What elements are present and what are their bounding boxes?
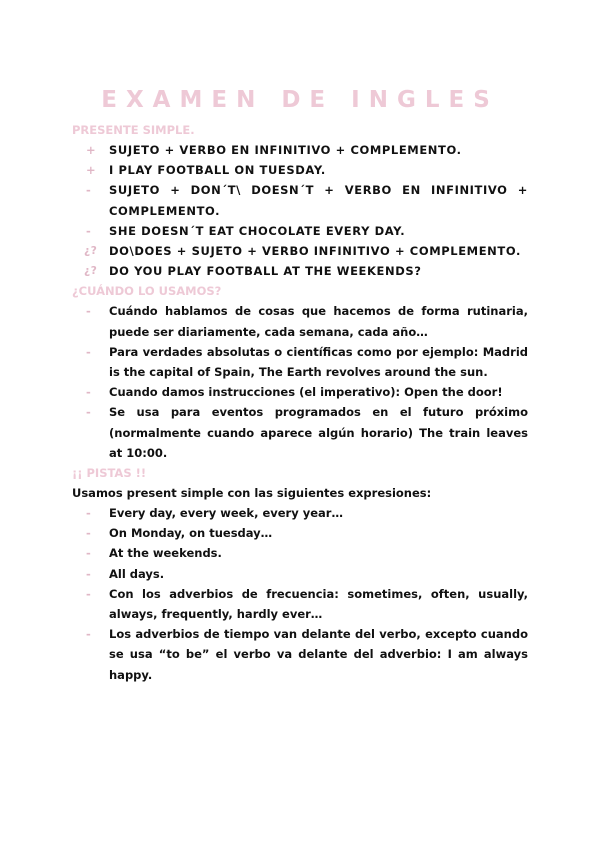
list-item <box>72 624 528 685</box>
list-item-text: Con los adverbios de frecuencia: sometimes, often, usually, always, frequently, hardly ever… <box>109 586 528 622</box>
plus-marker: + <box>86 163 97 178</box>
list-item-text: DO\DOES + SUJETO + VERBO INFINITIVO + COMPLEMENTO. <box>109 244 521 259</box>
minus-marker: - <box>86 183 92 198</box>
section-heading-pistas: ¡¡ PISTAS !! <box>72 466 147 481</box>
list-item <box>72 301 528 341</box>
minus-marker: - <box>86 526 91 541</box>
minus-marker: - <box>86 304 91 319</box>
list-item <box>72 180 528 220</box>
list-item-text: Se usa para eventos programados en el futuro próximo (normalmente cuando aparece algún horario) The train leaves at 10:00. <box>109 405 528 460</box>
list-item-text: On Monday, on tuesday… <box>109 526 273 541</box>
list-item <box>72 382 528 402</box>
list-item <box>72 342 528 382</box>
minus-marker: - <box>86 627 91 642</box>
list-item <box>72 402 528 463</box>
minus-marker: - <box>86 405 91 420</box>
list-item <box>72 221 528 241</box>
list-item <box>72 523 528 543</box>
list-item <box>72 503 528 523</box>
minus-marker: - <box>86 586 91 601</box>
document-title: EXAMEN DE INGLES <box>101 87 499 113</box>
list-item-text: Every day, every week, every year… <box>109 506 343 521</box>
minus-marker: - <box>86 566 91 581</box>
list-item <box>72 584 528 624</box>
question-marker: ¿? <box>84 265 98 278</box>
list-item-text: SUJETO + VERBO EN INFINITIVO + COMPLEMENTO. <box>109 143 462 157</box>
list-item-text: At the weekends. <box>109 546 222 561</box>
list-item <box>72 140 528 160</box>
list-item-text: Los adverbios de tiempo van delante del verbo, excepto cuando se usa “to be” el verbo va delante del adverbio: I am always happy. <box>109 627 528 682</box>
list-item <box>72 543 528 563</box>
list-item-text: I PLAY FOOTBALL ON TUESDAY. <box>109 163 326 178</box>
list-item <box>72 160 528 180</box>
list-item-text: Cuándo hablamos de cosas que hacemos de forma rutinaria, puede ser diariamente, cada semana, cada año… <box>109 304 528 339</box>
section-heading-presente-simple: PRESENTE SIMPLE. <box>72 123 195 137</box>
plus-marker: + <box>86 143 97 157</box>
list-item-text: SHE DOESN´T EAT CHOCOLATE EVERY DAY. <box>109 223 406 238</box>
list-item-text: SUJETO + DON´T\ DOESN´T + VERBO EN INFINITIVO + COMPLEMENTO. <box>109 183 528 218</box>
list-item-text: DO YOU PLAY FOOTBALL AT THE WEEKENDS? <box>109 264 422 279</box>
list-item-text: All days. <box>109 566 165 581</box>
list-item <box>72 261 528 281</box>
minus-marker: - <box>86 546 91 561</box>
minus-marker: - <box>86 385 91 400</box>
list-item <box>72 241 528 261</box>
question-marker: ¿? <box>84 245 98 258</box>
list-item-text: Cuando damos instrucciones (el imperativo): Open the door! <box>109 385 503 400</box>
list-item-text: Para verdades absolutas o científicas como por ejemplo: Madrid is the capital of Spain, The Earth revolves around the sun. <box>109 344 528 380</box>
structure-list <box>72 140 528 281</box>
minus-marker: - <box>86 344 91 359</box>
minus-marker: - <box>86 506 91 521</box>
section-heading-cuando-lo-usamos: ¿CUÁNDO LO USAMOS? <box>72 284 222 299</box>
expressions-list <box>72 503 528 685</box>
list-item <box>72 564 528 584</box>
usage-list <box>72 301 528 463</box>
minus-marker: - <box>86 223 92 238</box>
pistas-intro: Usamos present simple con las siguientes expresiones: <box>72 486 432 501</box>
